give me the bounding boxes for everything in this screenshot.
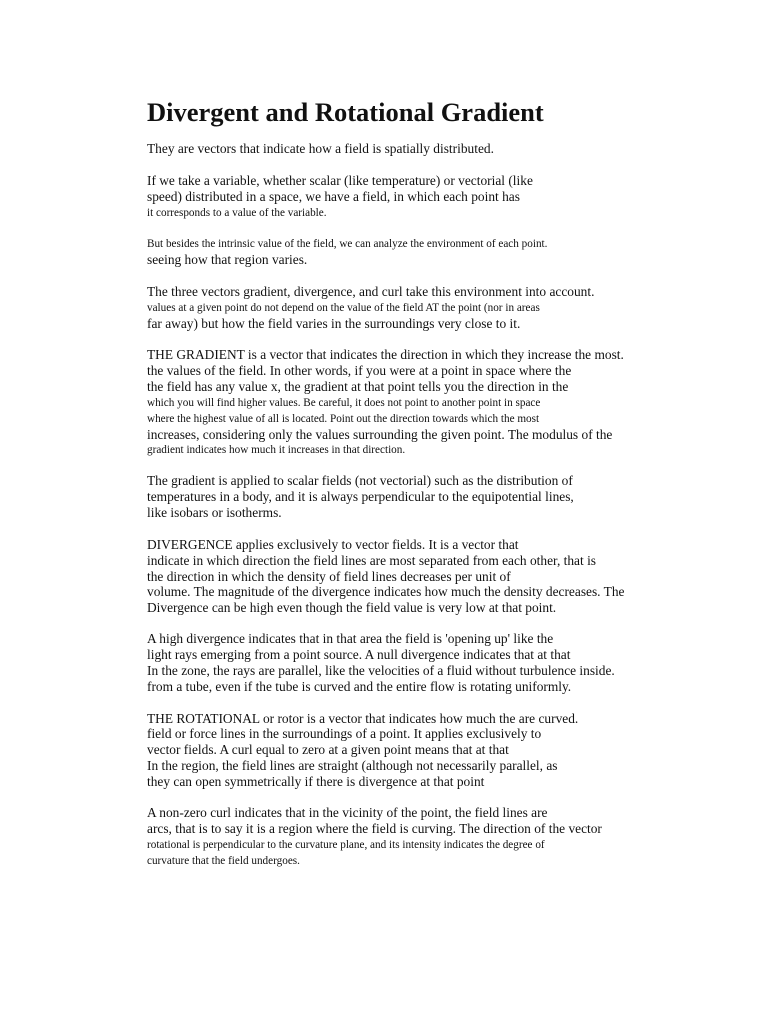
paragraph-5-line-2: the values of the field. In other words, if you were at a point in space where the [147,363,572,378]
paragraph-5-line-1: THE GRADIENT is a vector that indicates the direction in which they increase the most. [147,347,624,362]
paragraph-2-line-1: If we take a variable, whether scalar (like temperature) or vectorial (like [147,173,533,188]
paragraph-8-line-3: In the zone, the rays are parallel, like the velocities of a fluid without turbulence inside. [147,663,615,678]
paragraph-7-line-5: Divergence can be high even though the field value is very low at that point. [147,600,557,615]
paragraph-8-line-1: A high divergence indicates that in that area the field is 'opening up' like the [147,631,554,646]
paragraph-4-line-3: far away) but how the field varies in the surroundings very close to it. [147,316,521,331]
paragraph-7-line-2: indicate in which direction the field lines are most separated from each other, that is [147,553,597,568]
paragraph-10-line-2: arcs, that is to say it is a region where the field is curving. The direction of the vector [147,821,602,836]
paragraph-5-line-6: increases, considering only the values surrounding the given point. The modulus of the [147,427,613,442]
paragraph-9-line-3: vector fields. A curl equal to zero at a given point means that at that [147,742,509,757]
paragraph-10-line-3: rotational is perpendicular to the curvature plane, and its intensity indicates the degree of [147,839,545,851]
paragraph-7-line-3: the direction in which the density of field lines decreases per unit of [147,569,511,584]
paragraph-7-line-1: DIVERGENCE applies exclusively to vector fields. It is a vector that [147,537,519,552]
paragraph-3-line-2: seeing how that region varies. [147,252,308,267]
paragraph-1-line-1: They are vectors that indicate how a field is spatially distributed. [147,141,494,156]
paragraph-9-line-1: THE ROTATIONAL or rotor is a vector that indicates how much the are curved. [147,711,579,726]
paragraph-8-line-4: from a tube, even if the tube is curved and the entire flow is rotating uniformly. [147,679,572,694]
paragraph-6-line-1: The gradient is applied to scalar fields (not vectorial) such as the distribution of [147,473,573,488]
paragraph-9-line-4: In the region, the field lines are straight (although not necessarily parallel, as [147,758,558,773]
paragraph-5-line-7: gradient indicates how much it increases in that direction. [147,444,406,456]
paragraph-3-line-1: But besides the intrinsic value of the field, we can analyze the environment of each point. [147,238,548,250]
paragraph-9-line-2: field or force lines in the surroundings of a point. It applies exclusively to [147,726,542,741]
paragraph-4-line-1: The three vectors gradient, divergence, and curl take this environment into account. [147,284,595,299]
paragraph-6-line-2: temperatures in a body, and it is always perpendicular to the equipotential lines, [147,489,574,504]
paragraph-2-line-3: it corresponds to a value of the variable. [147,207,327,219]
paragraph-4-line-2: values at a given point do not depend on the value of the field AT the point (nor in areas [147,302,540,314]
document-title: Divergent and Rotational Gradient [147,97,544,127]
paragraph-7-line-4: volume. The magnitude of the divergence indicates how much the density decreases. The [147,584,625,599]
paragraph-5-line-3: the field has any value x, the gradient at that point tells you the direction in the [147,379,569,394]
paragraph-2-line-2: speed) distributed in a space, we have a field, in which each point has [147,189,520,204]
paragraph-10-line-4: curvature that the field undergoes. [147,855,300,867]
paragraph-9-line-5: they can open symmetrically if there is divergence at that point [147,774,485,789]
paragraph-10-line-1: A non-zero curl indicates that in the vicinity of the point, the field lines are [147,805,548,820]
paragraph-6-line-3: like isobars or isotherms. [147,505,282,520]
paragraph-5-line-4: which you will find higher values. Be careful, it does not point to another point in space [147,397,541,409]
paragraph-8-line-2: light rays emerging from a point source. A null divergence indicates that at that [147,647,571,662]
paragraph-5-line-5: where the highest value of all is located. Point out the direction towards which the most [147,413,540,425]
